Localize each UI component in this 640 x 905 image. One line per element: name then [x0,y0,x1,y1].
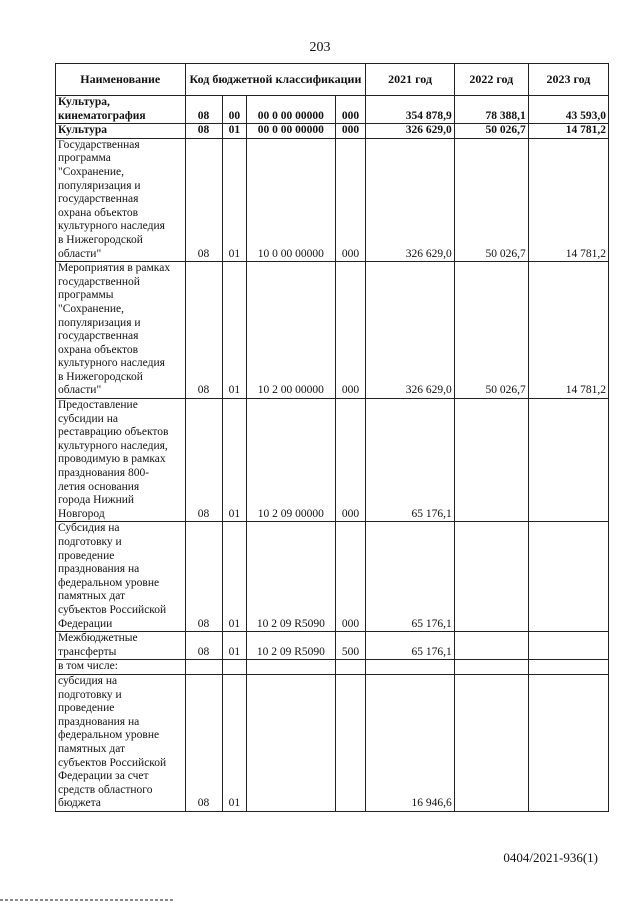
section-code: 08 [185,96,222,124]
row-name: Мероприятия в рамках государственной программы "Сохранение, популяризация и государственная охрана объектов культурного наследия в Нижегородской области" [56,262,186,399]
expense-kind-code: 000 [335,262,366,399]
section-code [185,660,222,675]
value-2022 [454,674,528,811]
value-2022 [454,632,528,660]
subsection-code: 01 [222,632,247,660]
target-code [247,660,335,675]
target-code: 10 2 09 R5090 [247,632,335,660]
value-2021: 65 176,1 [366,399,454,522]
value-2023: 43 593,0 [528,96,608,124]
value-2021 [366,660,454,675]
header-code: Код бюджетной классификации [185,64,366,96]
section-code: 08 [185,138,222,261]
row-name: в том числе: [56,660,186,675]
table-row [56,262,609,399]
table-row [56,124,609,139]
row-name: Государственная программа "Сохранение, популяризация и государственная охрана объектов культурного наследия в Нижегородской области" [56,138,186,261]
budget-table [55,63,609,812]
table-row [56,660,609,675]
subsection-code: 00 [222,96,247,124]
expense-kind-code: 000 [335,124,366,139]
target-code: 10 2 00 00000 [247,262,335,399]
table-row [56,674,609,811]
target-code: 10 2 09 00000 [247,399,335,522]
value-2023: 14 781,2 [528,262,608,399]
target-code: 00 0 00 00000 [247,124,335,139]
value-2022: 50 026,7 [454,138,528,261]
value-2022 [454,399,528,522]
row-name: Предоставление субсидии на реставрацию объектов культурного наследия, проводимую в рамках празднования 800- летия основания города Нижний Новгород [56,399,186,522]
expense-kind-code: 000 [335,399,366,522]
subsection-code: 01 [222,138,247,261]
header-2023: 2023 год [528,64,608,96]
section-code: 08 [185,262,222,399]
expense-kind-code: 000 [335,522,366,632]
subsection-code: 01 [222,124,247,139]
section-code: 08 [185,522,222,632]
section-code: 08 [185,632,222,660]
subsection-code: 01 [222,399,247,522]
value-2022: 78 388,1 [454,96,528,124]
table-row [56,399,609,522]
value-2023 [528,674,608,811]
scan-artifact [0,895,640,905]
expense-kind-code [335,674,366,811]
value-2023: 14 781,2 [528,124,608,139]
table-row [56,96,609,124]
expense-kind-code: 000 [335,138,366,261]
row-name: Межбюджетные трансферты [56,632,186,660]
value-2021: 326 629,0 [366,262,454,399]
row-name: субсидия на подготовку и проведение празднования на федеральном уровне памятных дат субъектов Российской Федерации за счет средств областного бюджета [56,674,186,811]
target-code: 10 0 00 00000 [247,138,335,261]
row-name: Культура, кинематография [56,96,186,124]
value-2022 [454,660,528,675]
value-2021: 326 629,0 [366,138,454,261]
subsection-code: 01 [222,262,247,399]
value-2022: 50 026,7 [454,262,528,399]
value-2021: 16 946,6 [366,674,454,811]
value-2022 [454,522,528,632]
value-2021: 65 176,1 [366,522,454,632]
section-code: 08 [185,674,222,811]
header-2021: 2021 год [366,64,454,96]
value-2021: 326 629,0 [366,124,454,139]
section-code: 08 [185,399,222,522]
header-row [56,64,609,96]
target-code [247,674,335,811]
value-2023: 14 781,2 [528,138,608,261]
expense-kind-code: 500 [335,632,366,660]
value-2023 [528,660,608,675]
value-2021: 354 878,9 [366,96,454,124]
table-row [56,138,609,261]
section-code: 08 [185,124,222,139]
header-2022: 2022 год [454,64,528,96]
value-2023 [528,632,608,660]
value-2022: 50 026,7 [454,124,528,139]
subsection-code: 01 [222,522,247,632]
row-name: Культура [56,124,186,139]
target-code: 00 0 00 00000 [247,96,335,124]
subsection-code: 01 [222,674,247,811]
header-name: Наименование [56,64,186,96]
table-row [56,632,609,660]
table-row [56,522,609,632]
document-code: 0404/2021-936(1) [503,850,598,865]
page-number: 203 [309,40,331,55]
value-2023 [528,399,608,522]
value-2023 [528,522,608,632]
expense-kind-code: 000 [335,96,366,124]
row-name: Субсидия на подготовку и проведение празднования на федеральном уровне памятных дат субъектов Российской Федерации [56,522,186,632]
target-code: 10 2 09 R5090 [247,522,335,632]
subsection-code [222,660,247,675]
expense-kind-code [335,660,366,675]
value-2021: 65 176,1 [366,632,454,660]
